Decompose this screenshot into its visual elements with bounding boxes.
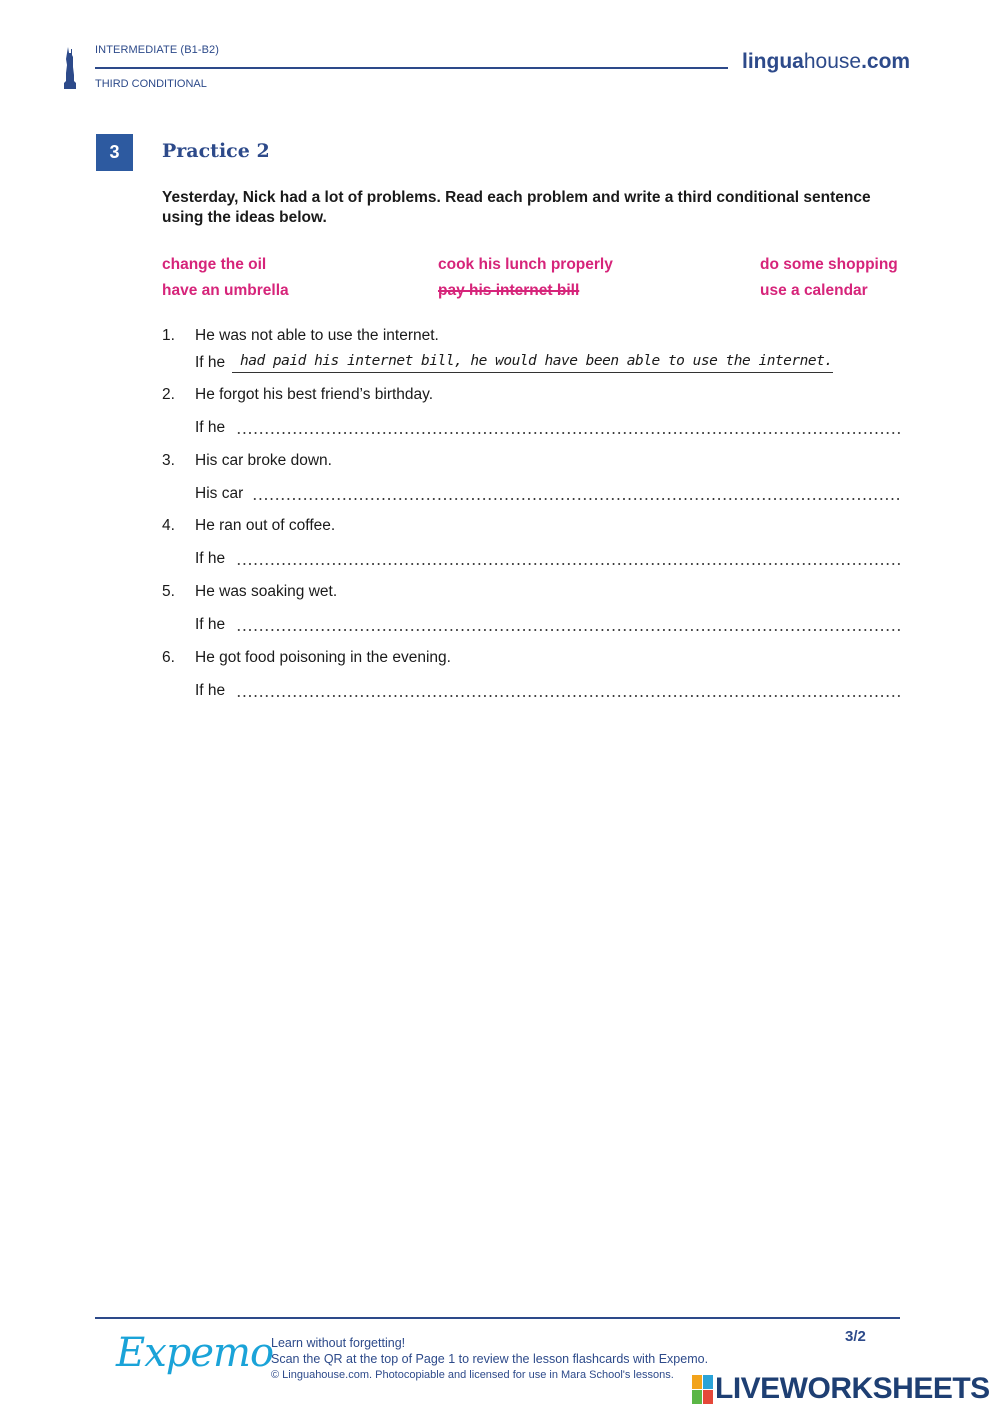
liveworksheets-logo[interactable] bbox=[692, 1372, 990, 1406]
question-2 bbox=[162, 386, 902, 438]
question-number: 6. bbox=[162, 649, 175, 666]
answer-underline bbox=[232, 372, 833, 373]
liveworksheets-wordmark: LIVEWORKSHEETS bbox=[715, 1372, 990, 1405]
section-number-badge: 3 bbox=[96, 134, 133, 171]
question-prompt: He got food poisoning in the evening. bbox=[195, 649, 451, 666]
answer-field[interactable]: had paid his internet bill, he would have been able to use the internet. bbox=[240, 353, 833, 369]
brand-part-light: house bbox=[803, 50, 862, 73]
question-6 bbox=[162, 649, 902, 701]
question-number: 3. bbox=[162, 452, 175, 469]
answer-stem: If he bbox=[195, 550, 226, 567]
word-bank-item: use a calendar bbox=[760, 282, 868, 299]
answer-field[interactable] bbox=[236, 563, 902, 565]
question-prompt: He was soaking wet. bbox=[195, 583, 338, 600]
footer-text bbox=[271, 1335, 708, 1383]
question-number: 5. bbox=[162, 583, 175, 600]
answer-field[interactable] bbox=[236, 432, 902, 434]
question-prompt: He was not able to use the internet. bbox=[195, 327, 439, 344]
answer-stem: If he bbox=[195, 682, 226, 699]
question-number: 2. bbox=[162, 386, 175, 403]
question-1 bbox=[162, 327, 902, 377]
page-number: 3/2 bbox=[845, 1328, 866, 1345]
linguahouse-logo[interactable] bbox=[742, 50, 910, 74]
answer-field[interactable] bbox=[236, 695, 902, 697]
word-bank-item: do some shopping bbox=[760, 256, 898, 273]
question-5 bbox=[162, 583, 902, 635]
section-title: Practice 2 bbox=[162, 140, 270, 162]
answer-stem: If he bbox=[195, 616, 226, 633]
header-divider bbox=[95, 67, 728, 69]
word-bank-item: change the oil bbox=[162, 256, 267, 273]
instructions: Yesterday, Nick had a lot of problems. Read each problem and write a third conditional sentence using the ideas below. bbox=[162, 189, 871, 226]
word-bank bbox=[162, 256, 907, 308]
answer-stem: His car bbox=[195, 485, 244, 502]
liveworksheets-icon bbox=[692, 1375, 712, 1403]
footer-copyright: © Linguahouse.com. Photocopiable and licensed for use in Mara School's lessons. bbox=[271, 1369, 674, 1381]
answer-field[interactable] bbox=[252, 498, 902, 500]
answer-stem: If he bbox=[195, 354, 226, 371]
statue-of-liberty-icon bbox=[62, 47, 78, 89]
question-4 bbox=[162, 517, 902, 569]
footer-divider bbox=[95, 1317, 900, 1319]
word-bank-item: cook his lunch properly bbox=[438, 256, 613, 273]
question-prompt: His car broke down. bbox=[195, 452, 332, 469]
question-prompt: He ran out of coffee. bbox=[195, 517, 336, 534]
expemo-logo[interactable]: Expemo bbox=[116, 1330, 274, 1376]
answer-field[interactable] bbox=[236, 629, 902, 631]
word-bank-item-used: pay his internet bill bbox=[438, 282, 580, 299]
topic-label: THIRD CONDITIONAL bbox=[95, 78, 207, 90]
footer-tagline: Learn without forgetting! bbox=[271, 1336, 406, 1350]
footer-qr-note: Scan the QR at the top of Page 1 to review the lesson flashcards with Expemo. bbox=[271, 1352, 709, 1366]
question-number: 1. bbox=[162, 327, 175, 344]
brand-part-suffix: .com bbox=[861, 50, 911, 73]
brand-part-bold: lingua bbox=[742, 50, 804, 73]
question-3 bbox=[162, 452, 902, 504]
question-prompt: He forgot his best friend’s birthday. bbox=[195, 386, 434, 403]
answer-stem: If he bbox=[195, 419, 226, 436]
level-label: INTERMEDIATE (B1-B2) bbox=[95, 44, 220, 56]
question-number: 4. bbox=[162, 517, 175, 534]
word-bank-item: have an umbrella bbox=[162, 282, 289, 299]
